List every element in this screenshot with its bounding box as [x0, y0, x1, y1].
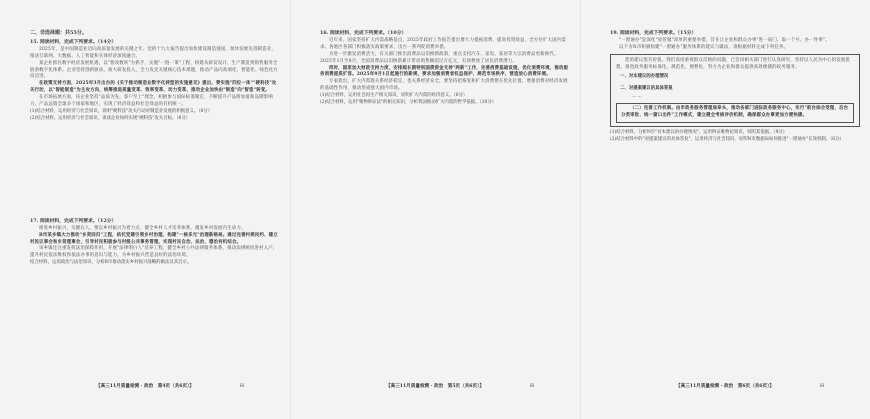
letter-paragraph: 您的建议很有价值。我们高度重视群众反映的问题，已会同相关部门进行认真研究，坚持以人民为中心的发展思想，推进政务服务标准化、规范化、便利化，努力为企业和群众提供高效便捷的政务服务。	[616, 57, 850, 70]
material-paragraph: 为进一步激发消费活力，有关部门推出消费品以旧换新政策，重点支持汽车、家电、家居等大宗消费品更新换代。2025年1月至8月，全国消费品以旧换新累计带动销售额超过万亿元，有效释放了居民消费潜力。	[320, 51, 559, 64]
question-19	[590, 30, 860, 144]
footer-code: H	[529, 384, 534, 389]
page-footer	[290, 384, 580, 391]
material-paragraph: 在市场拓展方面，该企业坚持"品质为先，客户至上"理念，积极参与国际标准制定，不断提升产品附加值和品牌影响力，产品远销全球多个国家和地区，实现了经济效益和社会效益的有机统一。	[30, 95, 273, 108]
footer-code: H	[239, 384, 244, 389]
question-15	[10, 39, 280, 123]
ellipsis: ……	[632, 94, 643, 100]
exam-page-6	[580, 0, 870, 419]
material-paragraph: 专家指出，扩大内需既关系经济稳定，也关系经济安全，要坚持把恢复和扩大消费摆在优先位置，增强消费对经济发展的基础性作用，推动形成强大国内市场。	[320, 79, 568, 92]
question-17	[10, 218, 280, 267]
footer-code: H	[819, 384, 824, 389]
material-paragraph: 同时，国家加大财政支持力度，安排超长期特别国债资金支持"两新"工作，完善消费基础设施，优化消费环境，推动服务消费提质扩容。2025年9月1日起施行的新规，要求加强消费者权益保护，规范市场秩序，营造放心消费环境。	[320, 65, 569, 78]
question-heading: 19. 阅读材料，完成下列要求。（15分）	[610, 30, 697, 36]
material-paragraph: 在政策支持方面，2025年3月出台的《关于推动制造业数字化转型的实施意见》提出，要实施"四位一体""硬科技"攻关行动，以"智能制造"为主攻方向，统筹推进质量变革、效率变革、动力变革，推动企业加快由"制造"向"智造"转变。	[30, 81, 277, 94]
question-task: (2)结合材料，运用经济与社会知识，谈谈企业如何实现"硬科技"攻关目标。（6分）	[30, 115, 191, 121]
question-task: (2)结合材料，运用"唯物辩证法"的相关知识，分析我国推动扩大内需的哲学依据。（10分）	[320, 100, 497, 106]
question-task: (2)结合材料中的"对提案建议的具体答复"，运用经济与社会知识，说明N市数据局如何推进"一窗通办"长效机制。（6分）	[610, 136, 844, 142]
question-heading: 17. 阅读材料，完成下列要求。（12分）	[30, 217, 117, 224]
letter-paragraph: （二）完善工作机制。由市政务服务管理局牵头，推动各部门进驻政务服务中心，实行"前台综合受理、后台分类审批、统一窗口出件"工作模式，建立健全考核评价机制，确保群众办事更加方便快捷。	[616, 103, 854, 123]
question-heading: 15. 阅读材料，完成下列要求。（14分）	[30, 38, 117, 45]
footer-text: 【高三11月质量检测 · 政治 第4页（共6页）】	[96, 384, 194, 389]
footer-text: 【高三11月质量检测 · 政治 第6页（共6页）】	[676, 384, 774, 389]
question-task: (1)结合材料，分析N市"对本建议的办理情况"，运用辩证唯物论知识，说明其依据。（9分）	[610, 130, 788, 136]
material-paragraph: 以下为N市积极构建"一窗通办"服务体系的建议与做法，请根据材料完成下列任务。	[619, 44, 789, 50]
material-paragraph: B市某乡镇大力推动"乡贤回归"工程，依托党建引领乡村治理，构建"一核多元"治理新格局。通过完善村规民约、建立村民议事会和乡贤理事会，引导村民积极参与村级公共事务管理，实现村民自治、法治、德治有机结合。	[30, 232, 278, 245]
reply-letter-box	[610, 54, 860, 127]
exam-page-5	[290, 0, 580, 419]
material-paragraph: 某企业抓住数字经济发展机遇，以"智改数转"为抓手，实施"一链一策"工程，构建从研发设计、生产制造到销售服务全链条数字化体系。企业坚持创新驱动，加大研发投入，全力攻克关键核心技术难题，推动产品向高端化、智能化、绿色化方向迈进。	[30, 60, 278, 80]
page-footer	[580, 384, 870, 391]
question-heading: 16. 阅读材料，完成下列要求。（10分）	[320, 30, 407, 36]
material-paragraph: 2025年，是中国制造业迈向高质量发展的关键之年。党的十九大报告提出加快建设制造强国，加快发展先进制造业，推动互联网、大数据、人工智能和实体经济深度融合。	[30, 46, 276, 59]
material-paragraph: "一窗通办"是深化"放管服"改革的重要举措，旨在让企业和群众办事"进一扇门、取一个号、办一件事"。	[619, 37, 830, 43]
material-paragraph: 该乡镇还注重发挥法治保障作用，开展"法律明白人"培养工程，健全乡村公共法律服务体系，推动法律顾问进村入户，提升村民依法维权和依法办事的意识与能力，为乡村振兴营造良好的法治环境。	[30, 246, 278, 259]
material-paragraph: 近年来，国家坚持扩大内需战略基点，2025年政府工作报告提出要大力提振消费、提高投资效益，全方位扩大国内需求。各地区各部门积极落实政策要求，出台一系列促消费举措。	[320, 37, 566, 50]
question-task: (1)结合材料，运用社会再生产相关知识，说明扩大内需的经济意义。（6分）	[320, 93, 468, 99]
page-footer	[0, 384, 290, 391]
letter-subheading: 一、对本建议的办理情况	[620, 73, 669, 79]
material-paragraph: 推进乡村振兴，关键在人。要以乡村振兴为着力点，健全乡村人才培养体系，激发乡村发展内生动力。	[39, 225, 246, 231]
section-title: 二、非选择题：共55分。	[30, 30, 87, 36]
question-task: (1)结合材料，运用经济与社会知识，说明"硬科技"攻关行动对制造业发展的积极意义。（8分）	[30, 108, 213, 114]
footer-text: 【高三11月质量检测 · 政治 第5页（共6页）】	[386, 384, 484, 389]
letter-subheading: 二、对提案建议的具体答复	[620, 86, 673, 92]
question-16	[300, 30, 570, 107]
question-task: 结合材料，运用政治与法治知识，分析B市推动落实乡村振兴战略的做法及其启示。	[30, 260, 192, 266]
exam-page-4	[0, 0, 290, 419]
